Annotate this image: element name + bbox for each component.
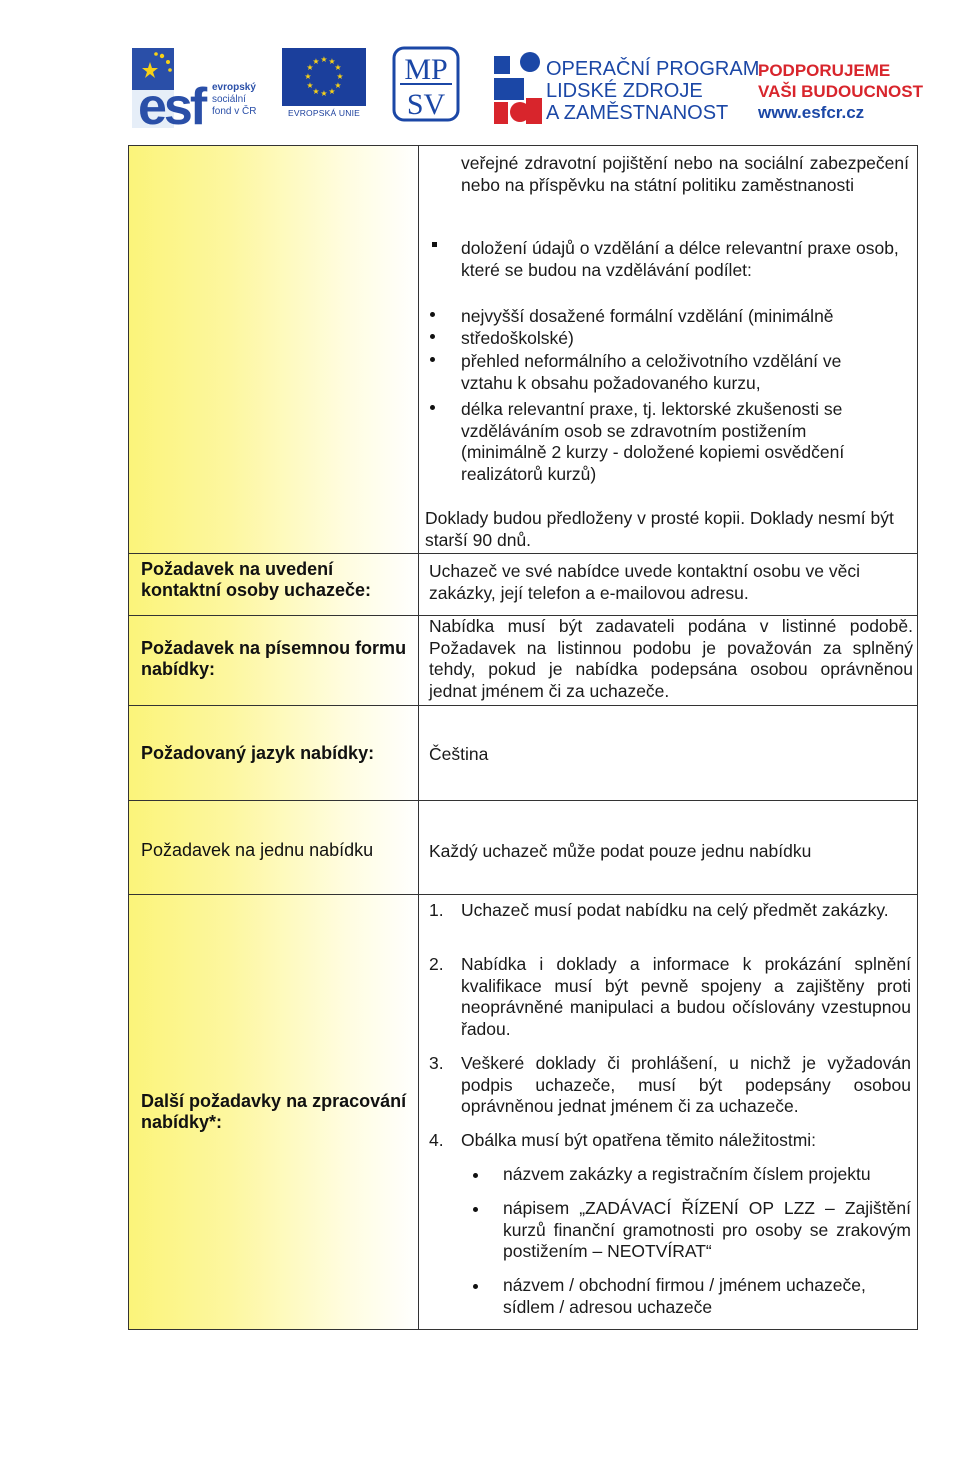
row-divider — [129, 553, 917, 554]
qualification-docs-item: doložení údajů o vzdělání a délce relevantní praxe osob, které se budou na vzdělávání podílet: — [461, 238, 899, 280]
single-bid-text: Každý uchazeč může podat pouze jednu nabídku — [429, 841, 812, 861]
square-bullet-icon — [432, 242, 437, 247]
svg-text:★: ★ — [328, 57, 336, 66]
label-column — [129, 146, 419, 1329]
item-number: 1. — [429, 900, 444, 920]
envelope-item: názvem zakázky a registračním číslem projektu — [503, 1164, 871, 1184]
contact-person-text: Uchazeč ve své nabídce uvede kontaktní osobu ve věci zakázky, její telefon a e-mailovou adresu. — [429, 561, 860, 603]
support-line2: VAŠI BUDOUCNOST — [758, 82, 923, 101]
other-requirements-label: Další požadavky na zpracování nabídky*: — [141, 1091, 407, 1132]
esf-line1: evropský — [212, 82, 256, 93]
envelope-item: nápisem „ZADÁVACÍ ŘÍZENÍ OP LZZ – Zajištění kurzů finanční gramotnosti pro osoby se zrakovým postižením – NEOTVÍRAT“ — [503, 1198, 911, 1261]
bullet-icon — [473, 1173, 478, 1178]
language-value: Čeština — [429, 744, 489, 764]
bullet-icon — [430, 312, 435, 317]
single-bid-label: Požadavek na jednu nabídku — [141, 840, 374, 860]
mpsv-logo — [392, 46, 460, 122]
item-number: 3. — [429, 1053, 444, 1073]
op-lzz-figure-icon — [492, 48, 544, 124]
bullet-item: nejvyšší dosažené formální vzdělání (minimálně — [461, 306, 834, 326]
written-form-text: Nabídka musí být zadavateli podána v listinné podobě. Požadavek na listinnou podobu je považován za splněný tehdy, pokud je nabídka podepsána osobou oprávněnou jednat jménem či za uchazeče. — [429, 616, 913, 701]
language-label: Požadovaný jazyk nabídky: — [141, 743, 375, 763]
eu-label: EVROPSKÁ UNIE — [287, 108, 361, 118]
svg-text:★: ★ — [334, 81, 342, 90]
svg-text:★: ★ — [320, 55, 328, 64]
svg-text:★: ★ — [306, 63, 314, 72]
svg-text:★: ★ — [306, 81, 314, 90]
requirement-item: Nabídka i doklady a informace k prokázání splnění kvalifikace musí být pevně spojeny a zajištěny proti neoprávněné manipulaci a budou očíslovány vzestupnou řadou. — [461, 954, 911, 1039]
mpsv-bottom: SV — [406, 88, 446, 121]
esf-letters: esf — [138, 78, 205, 128]
requirement-item: Veškeré doklady či prohlášení, u nichž je vyžadován podpis uchazeče, musí být podepsány osobou oprávněnou jednat jménem či za uchazeče. — [461, 1053, 911, 1116]
envelope-item: názvem / obchodní firmou / jménem uchazeče, sídlem / adresou uchazeče — [503, 1275, 866, 1317]
requirements-table — [128, 145, 918, 1330]
row-divider — [129, 705, 917, 706]
bullet-item: středoškolské) — [461, 328, 574, 348]
op-line1: OPERAČNÍ PROGRAM — [546, 58, 760, 80]
continuation-text: veřejné zdravotní pojištění nebo na sociální zabezpečení nebo na příspěvku na státní politiku zaměstnanosti — [461, 153, 909, 195]
mpsv-top: MP — [404, 53, 448, 86]
svg-text:★: ★ — [334, 63, 342, 72]
column-divider — [418, 146, 419, 1329]
row-divider — [129, 894, 917, 895]
bullet-icon — [430, 334, 435, 339]
bullet-icon — [473, 1207, 478, 1212]
row-divider — [129, 800, 917, 801]
svg-text:★: ★ — [328, 87, 336, 96]
svg-text:★: ★ — [336, 72, 344, 81]
esf-logo — [132, 48, 272, 128]
requirement-item: Obálka musí být opatřena těmito náležitostmi: — [461, 1130, 817, 1150]
bullet-item: přehled neformálního a celoživotního vzdělání ve vztahu k obsahu požadovaného kurzu, — [461, 351, 842, 393]
contact-person-label: Požadavek na uvedení kontaktní osoby uchazeče: — [141, 559, 372, 600]
svg-text:★: ★ — [320, 89, 328, 98]
bullet-icon — [430, 357, 435, 362]
esf-line3: fond v ČR — [212, 106, 257, 117]
requirement-item: Uchazeč musí podat nabídku na celý předmět zakázky. — [461, 900, 889, 920]
copy-note: Doklady budou předloženy v prosté kopii. Doklady nesmí být starší 90 dnů. — [425, 508, 894, 550]
support-slogan — [758, 60, 923, 123]
header — [0, 0, 960, 140]
op-line2: LIDSKÉ ZDROJE — [546, 80, 703, 102]
svg-text:★: ★ — [312, 57, 320, 66]
esf-url-link[interactable]: www.esfcr.cz — [758, 103, 865, 122]
svg-text:★: ★ — [312, 87, 320, 96]
bullet-item: délka relevantní praxe, tj. lektorské zkušenosti se vzděláváním osob se zdravotním postižením (minimálně 2 kurzy - doložené kopiemi osvědčení realizátorů kurzů) — [461, 399, 845, 484]
item-number: 2. — [429, 954, 444, 974]
op-line3: A ZAMĚSTNANOST — [546, 102, 729, 124]
item-number: 4. — [429, 1130, 444, 1150]
eu-flag-icon — [282, 48, 366, 106]
written-form-label: Požadavek na písemnou formu nabídky: — [141, 638, 407, 679]
esf-line2: sociální — [212, 94, 246, 105]
bullet-icon — [430, 405, 435, 410]
op-lzz-title — [546, 58, 759, 124]
svg-text:★: ★ — [304, 72, 312, 81]
bullet-icon — [473, 1284, 478, 1289]
support-line1: PODPORUJEME — [758, 61, 891, 80]
